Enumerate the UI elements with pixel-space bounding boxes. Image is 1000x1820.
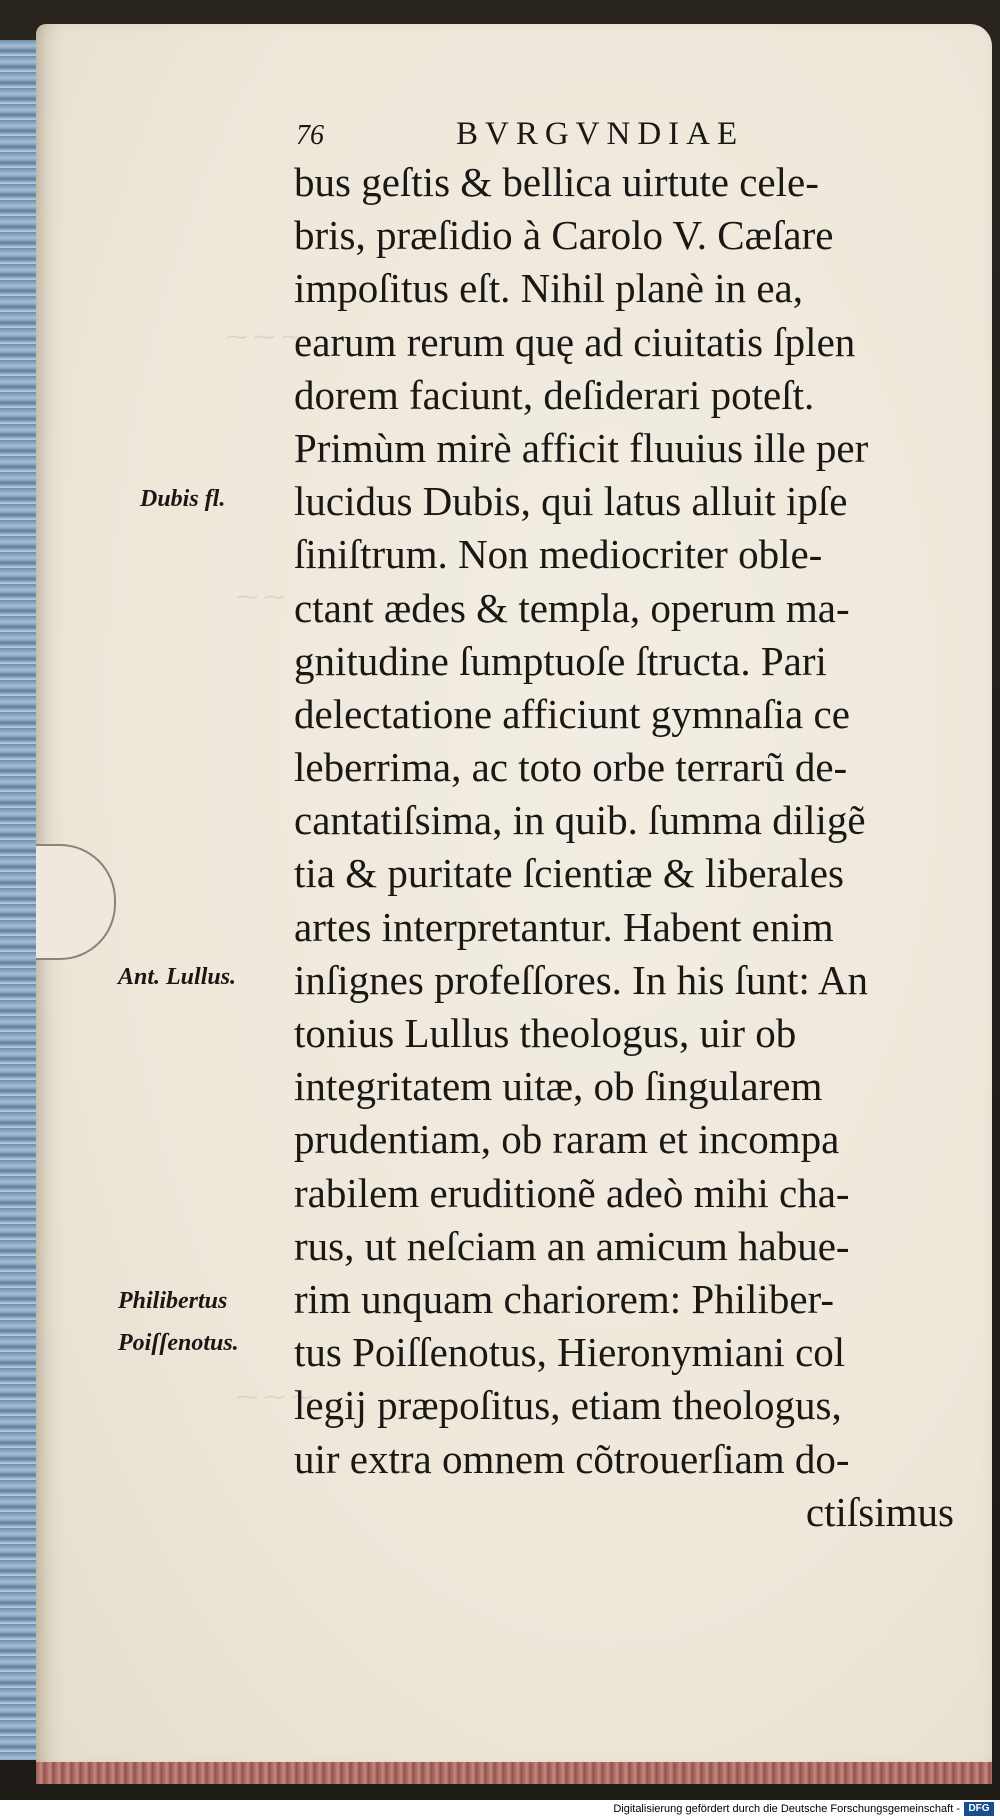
text-line: ſiniſtrum. Non mediocriter oble- [294,531,823,578]
show-through-ink: ⁓ ⁓ [236,584,286,609]
text-line: prudentiam, ob raram et incompa [294,1116,840,1163]
text-line: bus geſtis & bellica uirtute cele- [294,159,819,205]
margin-note-poissenotus: Poiſſenotus. [118,1330,239,1356]
text-line: artes interpretantur. Habent enim [294,903,834,950]
text-line: rabilem eruditionẽ adeò mihi cha- [294,1169,850,1216]
text-line: uir extra omnem cõtrouerſiam do- [294,1435,850,1482]
show-through-ink: ⁓ ⁓ ⁓ [226,324,303,349]
page-tab-marker [36,844,116,960]
show-through-ink: ⁓ ⁓ ⁓ [236,1384,313,1409]
text-line: lucidus Dubis, qui latus alluit ipſe [294,478,848,525]
text-line: leberrima, ac toto orbe terrarũ de- [294,744,848,791]
dfg-logo: DFG [964,1802,994,1816]
digitization-credit: Digitalisierung gefördert durch die Deutsche Forschungsgemeinschaft - [613,1803,960,1815]
text-line: rim unquam chariorem: Philiber- [294,1275,835,1322]
running-title: BVRGVNDIAE [456,116,745,152]
text-line: tia & puritate ſcientiæ & liberales [294,850,844,897]
text-line: gnitudine ſumptuoſe ſtructa. Pari [294,637,827,684]
book-page-edges [0,40,40,1760]
text-line: earum rerum quę ad ciuitatis ſplen [294,318,856,365]
text-line: impoſitus eſt. Nihil planè in ea, [294,265,803,312]
margin-note-philibertus: Philibertus [118,1288,228,1314]
text-line: Primùm mirè afficit fluuius ille per [294,424,869,471]
body-text [294,156,954,1539]
text-line: integritatem uitæ, ob ſingularem [294,1063,823,1110]
text-line: dorem faciunt, deſiderari poteſt. [294,371,815,418]
text-line: tonius Lullus theologus, uir ob [294,1010,797,1056]
text-line: cantatiſsima, in quib. ſumma diligẽ [294,797,866,844]
text-line: inſignes profeſſores. In his ſunt: An [294,956,868,1003]
page-bottom-edge [36,1762,992,1784]
text-line: ctant ædes & templa, operum ma- [294,584,850,631]
text-line: legij præpoſitus, etiam theologus, [294,1382,842,1429]
page-number: 76 [296,120,324,151]
margin-note-dubis: Dubis fl. [140,486,226,512]
margin-note-lullus: Ant. Lullus. [118,964,237,990]
text-line: bris, præſidio à Carolo V. Cæſare [294,212,834,259]
text-line-catchword: ctiſsimus [805,1488,954,1535]
text-line: rus, ut neſciam an amicum habue- [294,1222,850,1269]
text-line: delectatione afficiunt gymnaſia ce [294,690,850,737]
text-line: tus Poiſſenotus, Hieronymiani col [294,1329,846,1376]
page-header [296,112,836,152]
